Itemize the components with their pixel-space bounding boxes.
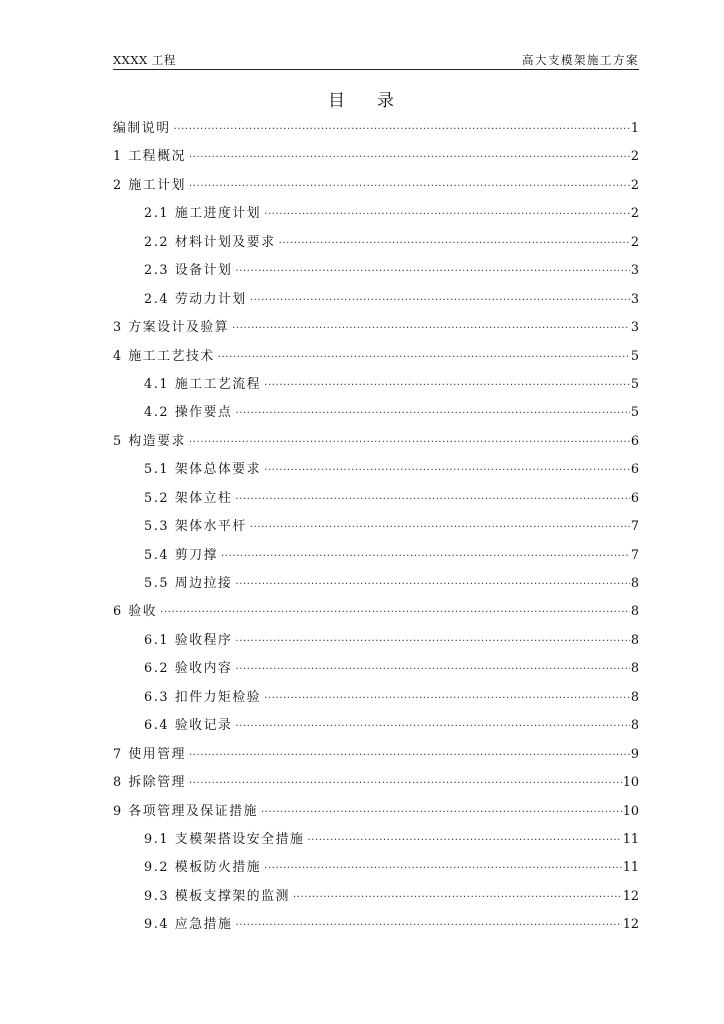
toc-entry-page-number: 3 [630, 320, 639, 336]
toc-entry[interactable] [113, 627, 639, 655]
toc-entry[interactable] [113, 115, 639, 143]
toc-entry-label: 8 拆除管理 [113, 775, 186, 791]
toc-entry-page-number: 7 [630, 547, 639, 563]
toc-title-char-1: 目 [328, 91, 347, 111]
toc-entry[interactable] [113, 143, 639, 171]
toc-entry-label: 2 施工计划 [113, 177, 186, 193]
toc-dot-leader [232, 315, 630, 343]
toc-entry-page-number: 2 [630, 149, 639, 165]
toc-entry[interactable] [113, 883, 639, 911]
toc-entry-page-number: 6 [630, 462, 639, 478]
toc-entry-label: 2.4 劳动力计划 [144, 291, 247, 307]
toc-entry[interactable] [113, 371, 639, 399]
toc-entry-label: 6.2 验收内容 [144, 661, 233, 677]
toc-entry-label: 4 施工工艺技术 [113, 348, 215, 364]
toc-entry[interactable] [113, 598, 639, 626]
toc-entry-label: 9 各项管理及保证措施 [113, 803, 258, 819]
toc-entry-page-number: 3 [630, 263, 639, 279]
toc-entry-label: 9.1 支模架搭设安全措施 [144, 831, 305, 847]
toc-entry-label: 5.2 架体立柱 [144, 490, 233, 506]
toc-dot-leader [264, 855, 622, 883]
toc-entry-page-number: 5 [630, 405, 639, 421]
toc-entry-page-number: 12 [622, 917, 639, 933]
toc-entry[interactable] [113, 911, 639, 939]
toc-dot-leader [235, 912, 621, 940]
toc-entry-label: 7 使用管理 [113, 746, 186, 762]
toc-entry-page-number: 1 [630, 121, 639, 136]
toc-dot-leader [293, 884, 622, 912]
toc-entry-label: 5.5 周边拉接 [144, 576, 233, 591]
toc-entry-label: 1 工程概况 [113, 149, 186, 165]
toc-dot-leader [174, 116, 630, 144]
toc-dot-leader [235, 713, 629, 741]
toc-dot-leader [189, 173, 630, 201]
header-rule [113, 69, 639, 70]
toc-entry[interactable] [113, 257, 639, 285]
toc-dot-leader [235, 400, 629, 428]
toc-dot-leader [235, 486, 629, 514]
toc-entry-page-number: 8 [630, 576, 639, 591]
toc-entry-page-number: 3 [630, 291, 639, 307]
toc-dot-leader [218, 344, 630, 372]
toc-entry-page-number: 8 [630, 632, 639, 648]
toc-entry-page-number: 2 [630, 206, 639, 222]
toc-entry-label: 3 方案设计及验算 [113, 320, 230, 336]
toc-entry-label: 9.4 应急措施 [144, 917, 233, 933]
toc-entry[interactable] [113, 343, 639, 371]
toc-dot-leader [307, 827, 621, 855]
toc-entry[interactable] [113, 769, 639, 797]
toc-dot-leader [235, 656, 629, 684]
toc-entry-page-number: 8 [630, 718, 639, 734]
toc-dot-leader [264, 372, 630, 400]
toc-entry-page-number: 8 [630, 604, 639, 620]
toc-entry-page-number: 2 [630, 177, 639, 193]
toc-dot-leader [160, 599, 630, 627]
toc-entry-page-number: 10 [622, 803, 639, 819]
toc-entry-label: 2.3 设备计划 [144, 263, 233, 279]
toc-entry-label: 2.1 施工进度计划 [144, 206, 262, 222]
header-project-name: XXXX 工程 [113, 53, 176, 67]
toc-dot-leader [221, 543, 630, 571]
toc-entry-page-number: 2 [630, 234, 639, 250]
toc-entry-label: 2.2 材料计划及要求 [144, 234, 276, 250]
toc-entry-page-number: 6 [630, 490, 639, 506]
toc-entry[interactable] [113, 399, 639, 427]
toc-entry-page-number: 11 [622, 831, 639, 847]
table-of-contents [113, 115, 639, 940]
toc-entry[interactable] [113, 570, 639, 598]
toc-entry-page-number: 5 [630, 348, 639, 364]
toc-dot-leader [189, 742, 630, 770]
toc-dot-leader [189, 429, 630, 457]
toc-entry[interactable] [113, 172, 639, 200]
toc-entry-label: 6 验收 [113, 604, 158, 620]
toc-title [0, 86, 724, 111]
toc-entry-page-number: 7 [630, 519, 639, 535]
toc-dot-leader [264, 201, 630, 229]
toc-entry[interactable] [113, 314, 639, 342]
toc-dot-leader [235, 628, 629, 656]
toc-entry[interactable] [113, 798, 639, 826]
toc-entry-label: 5.1 架体总体要求 [144, 462, 262, 478]
toc-entry-page-number: 8 [630, 689, 639, 705]
toc-entry[interactable] [113, 286, 639, 314]
toc-dot-leader [264, 457, 630, 485]
toc-entry[interactable] [113, 456, 639, 484]
toc-dot-leader [250, 514, 630, 542]
toc-dot-leader [250, 287, 630, 315]
toc-entry-label: 5.3 架体水平杆 [144, 519, 247, 535]
toc-entry-label: 6.4 验收记录 [144, 718, 233, 734]
toc-entry[interactable] [113, 513, 639, 541]
toc-dot-leader [279, 230, 630, 258]
toc-entry-label: 4.1 施工工艺流程 [144, 376, 262, 392]
toc-entry-label: 编制说明 [113, 121, 171, 136]
toc-entry-page-number: 12 [622, 888, 639, 904]
toc-dot-leader [261, 799, 622, 827]
toc-dot-leader [235, 571, 629, 599]
toc-dot-leader [264, 685, 630, 713]
toc-entry-page-number: 10 [622, 775, 639, 791]
toc-entry-label: 5.4 剪刀撑 [144, 547, 219, 563]
toc-entry[interactable] [113, 854, 639, 882]
toc-entry-page-number: 5 [630, 376, 639, 392]
toc-entry-label: 6.1 验收程序 [144, 632, 233, 648]
toc-entry[interactable] [113, 741, 639, 769]
page-header [113, 50, 639, 68]
toc-entry[interactable] [113, 428, 639, 456]
toc-entry[interactable] [113, 229, 639, 257]
toc-entry[interactable] [113, 542, 639, 570]
toc-entry[interactable] [113, 200, 639, 228]
header-document-title: 高大支模架施工方案 [522, 53, 639, 67]
toc-entry-page-number: 9 [630, 746, 639, 762]
toc-entry[interactable] [113, 655, 639, 683]
toc-entry-page-number: 8 [630, 661, 639, 677]
toc-dot-leader [189, 144, 630, 172]
toc-entry-page-number: 6 [630, 433, 639, 449]
toc-entry[interactable] [113, 485, 639, 513]
toc-dot-leader [189, 770, 622, 798]
toc-entry[interactable] [113, 826, 639, 854]
toc-entry-label: 5 构造要求 [113, 433, 186, 449]
toc-entry[interactable] [113, 684, 639, 712]
toc-title-char-2: 录 [377, 91, 396, 111]
toc-dot-leader [235, 258, 629, 286]
toc-entry-label: 9.2 模板防火措施 [144, 860, 262, 876]
toc-entry[interactable] [113, 712, 639, 740]
toc-entry-label: 9.3 模板支撑架的监测 [144, 888, 290, 904]
toc-entry-page-number: 11 [622, 860, 639, 876]
toc-entry-label: 6.3 扣件力矩检验 [144, 689, 262, 705]
toc-entry-label: 4.2 操作要点 [144, 405, 233, 421]
